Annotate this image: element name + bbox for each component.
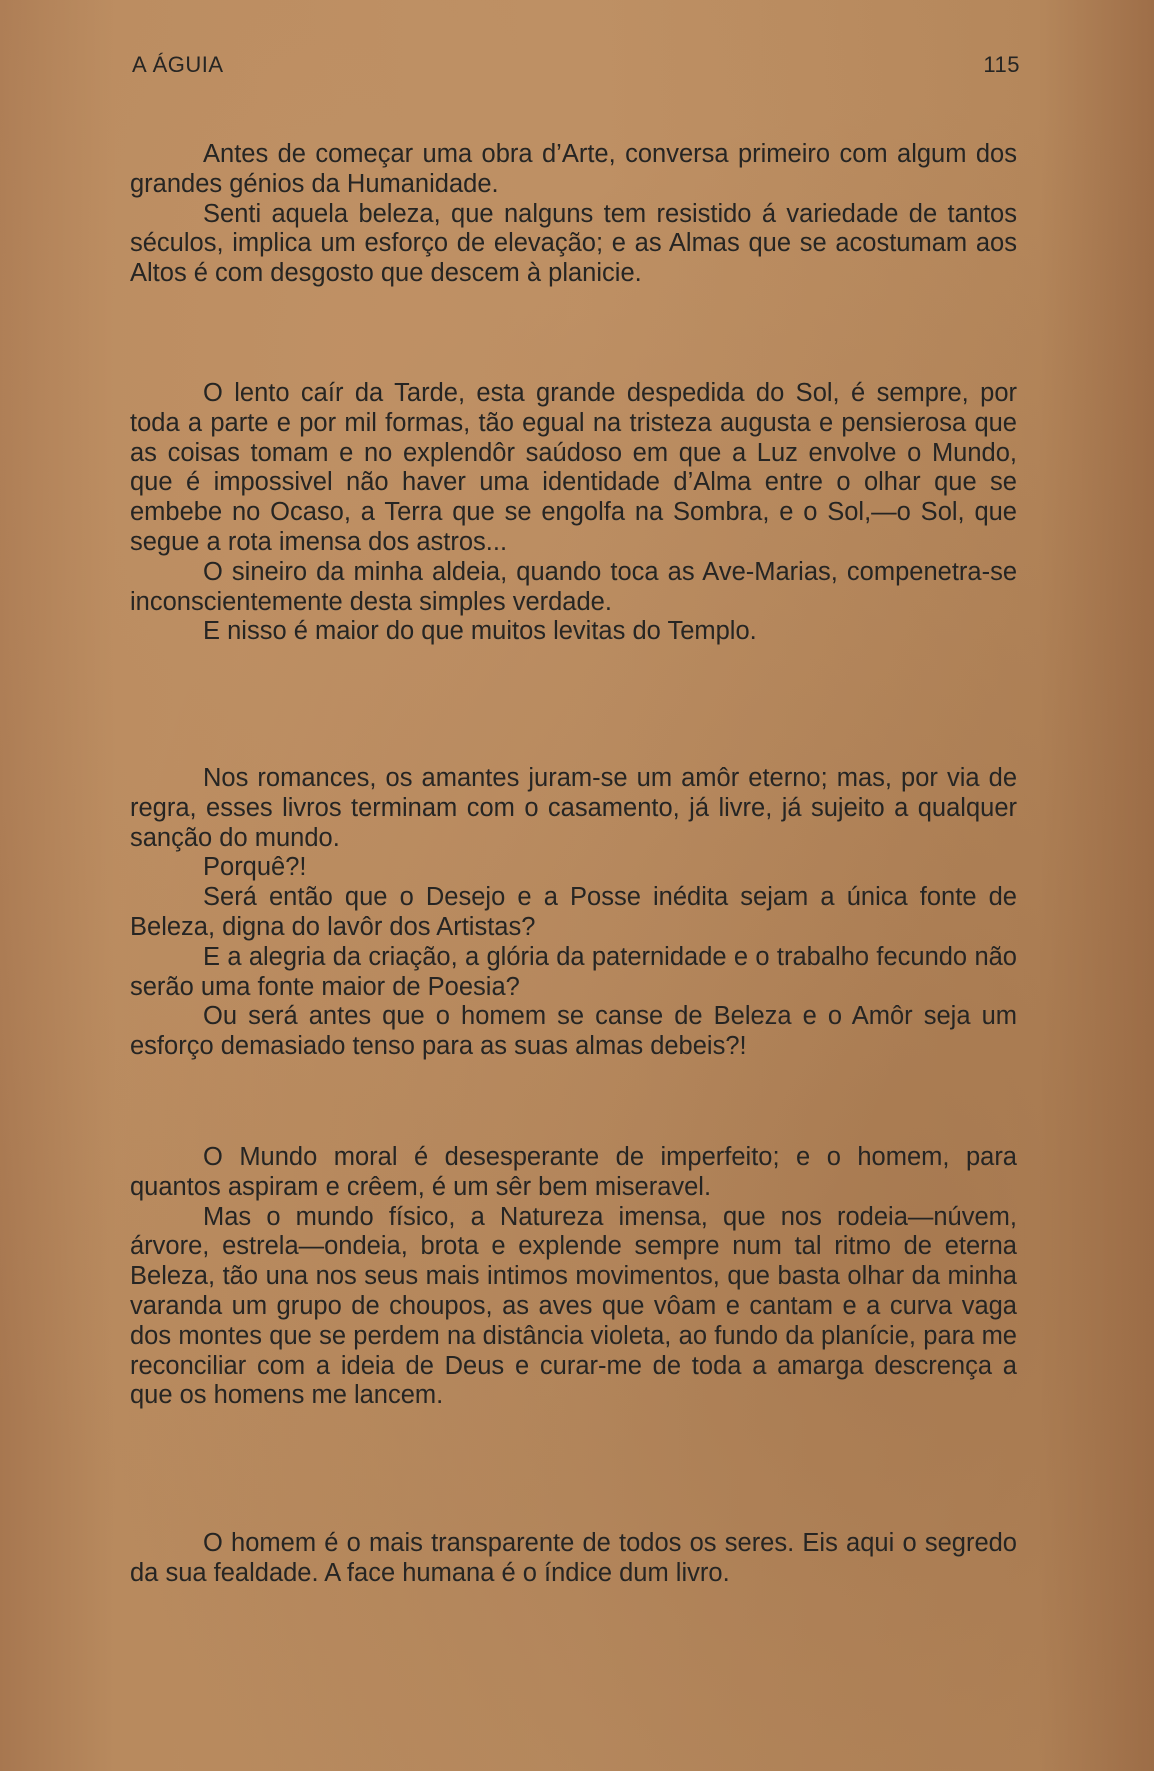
paragraph: O lento caír da Tarde, esta grande despedida do Sol, é sempre, por toda a parte e por mil formas, tão egual na tristeza augusta e pensierosa que as coisas tomam e no explendôr saúdoso em que a Luz envolve o Mundo, que é impossivel não haver uma identidade d’Alma entre o olhar que se embebe no Ocaso, a Terra que se engolfa na Sombra, e o Sol,—o Sol, que segue a rota imensa dos astros... (130, 379, 1017, 556)
paragraph: O homem é o mais transparente de todos os seres. Eis aqui o segredo da sua fealdade. A face humana é o índice dum livro. (130, 1529, 1017, 1587)
running-title: A ÁGUIA (132, 52, 224, 77)
section-1 (130, 140, 1017, 289)
section-4 (130, 1143, 1017, 1411)
section-5 (130, 1529, 1017, 1589)
paragraph: E nisso é maior do que muitos levitas do Templo. (203, 617, 757, 646)
paragraph: O Mundo moral é desesperante de imperfeito; e o homem, para quantos aspiram e crêem, é um sêr bem miseravel. (130, 1143, 1017, 1201)
paragraph: Mas o mundo físico, a Natureza imensa, que nos rodeia—núvem, árvore, estrela—ondeia, brota e explende sempre num tal ritmo de eterna Beleza, tão una nos seus mais intimos movimentos, que basta olhar da minha varanda um grupo de choupos, as aves que vôam e cantam e a curva vaga dos montes que se perdem na distância violeta, ao fundo da planície, para me reconciliar com a ideia de Deus e curar-me de toda a amarga descrença a que os homens me lancem. (130, 1202, 1017, 1410)
page-number: 115 (983, 52, 1020, 77)
section-3 (130, 764, 1017, 1062)
paragraph: O sineiro da minha aldeia, quando toca as Ave-Marias, compenetra-se inconscientemente desta simples verdade. (130, 557, 1017, 616)
paragraph: Nos romances, os amantes juram-se um amôr eterno; mas, por via de regra, esses livros terminam com o casamento, já livre, já sujeito a qualquer sanção do mundo. (130, 764, 1017, 852)
paragraph: Porquê?! (203, 853, 307, 882)
paragraph: Antes de começar uma obra d’Arte, conversa primeiro com algum dos grandes génios da Humanidade. (130, 140, 1017, 198)
section-2 (130, 379, 1017, 647)
paragraph: Ou será antes que o homem se canse de Beleza e o Amôr seja um esforço demasiado tenso para as suas almas debeis?! (130, 1002, 1017, 1061)
paragraph: Será então que o Desejo e a Posse inédita sejam a única fonte de Beleza, digna do lavôr dos Artistas? (130, 883, 1017, 941)
paragraph: E a alegria da criação, a glória da paternidade e o trabalho fecundo não serão uma fonte maior de Poesia? (130, 942, 1017, 1001)
paragraph: Senti aquela beleza, que nalguns tem resistido á variedade de tantos séculos, implica um esforço de elevação; e as Almas que se acostumam aos Altos é com desgosto que descem à planicie. (130, 199, 1017, 288)
page-header (132, 52, 1020, 78)
